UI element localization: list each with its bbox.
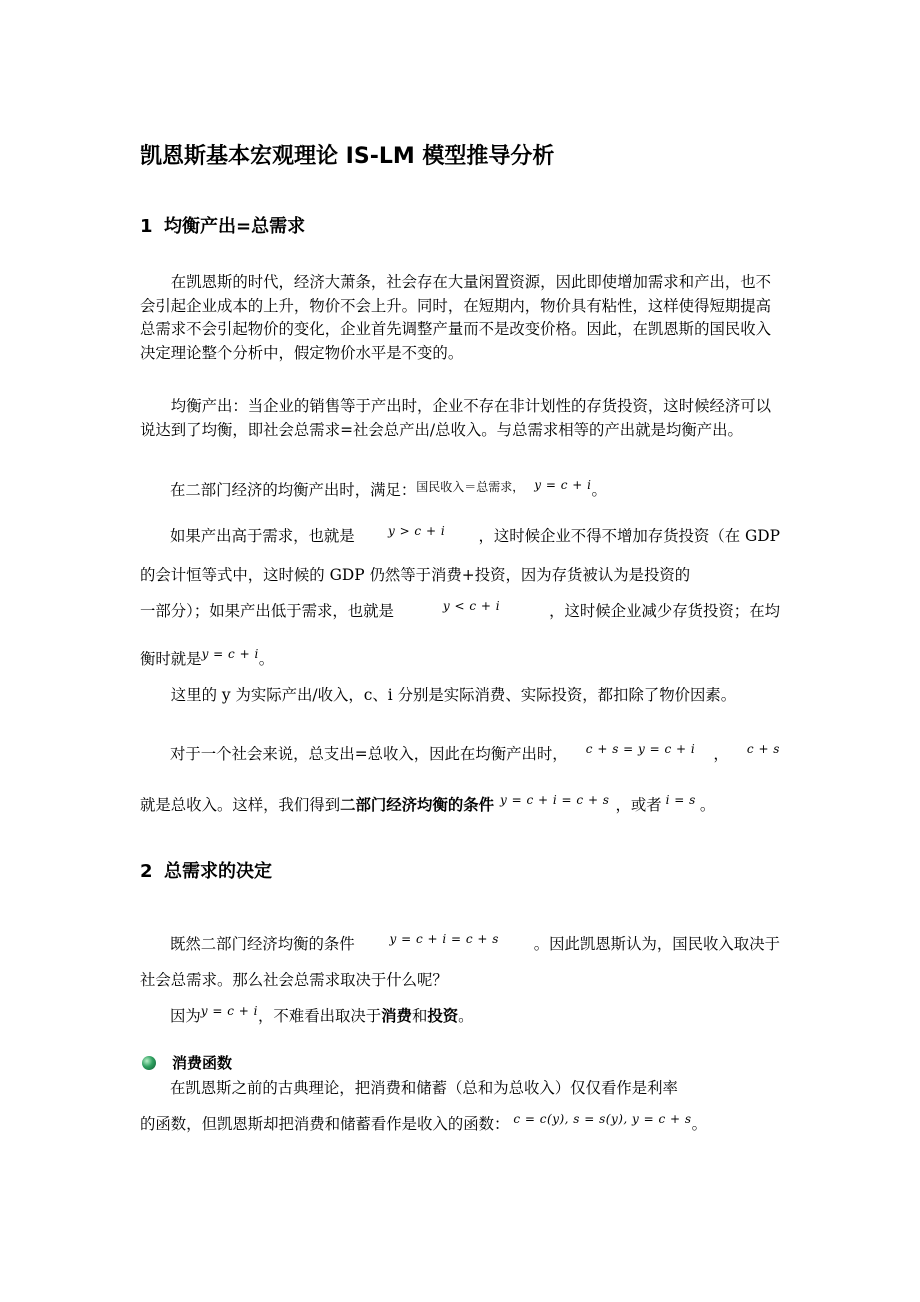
green-sphere-bullet-icon xyxy=(142,1056,156,1070)
paragraph-line: 如果产出高于需求，也就是 y > c + i ，这时候企业不得不增加存货投资（在 GDP xyxy=(170,524,780,545)
paragraph-line: 衡时就是 y = c + i 。 xyxy=(140,647,275,668)
paragraph-line: 在凯恩斯之前的古典理论，把消费和储蓄（总和为总收入）仅仅看作是利率 xyxy=(170,1079,678,1097)
formula: y = c + i xyxy=(201,647,259,661)
formula: c + s = y = c + i xyxy=(585,742,696,756)
bullet-label: 消费函数 xyxy=(172,1054,233,1072)
formula: y = c + i xyxy=(200,1004,259,1018)
paragraph-line: 既然二部门经济均衡的条件 y = c + i = c + s 。因此凯恩斯认为，国民收入取决于 xyxy=(170,932,780,953)
formula: y = c + i = c + s xyxy=(389,932,499,946)
paragraph-equilibrium-output: 均衡产出：当企业的销售等于产出时，企业不存在非计划性的存货投资，这时候经济可以说达到了均衡，即社会总需求=社会总产出/总收入。与总需求相等的产出就是均衡产出。 xyxy=(140,397,772,439)
formula: y = c + i = c + s xyxy=(500,793,610,807)
paragraph-line: 就是总收入。这样，我们得到 二部门经济均衡的条件 y = c + i = c + s ，或者 i = s 。 xyxy=(140,793,716,814)
paragraph-line: 因为 y = c + i ，不难看出取决于 消费 和 投资 。 xyxy=(170,1004,474,1025)
paragraph-variables: 这里的 y 为实际产出/收入，c、i 分别是实际消费、实际投资，都扣除了物价因素。 xyxy=(170,686,737,704)
bullet-heading-consumption xyxy=(140,1052,232,1073)
emphasis: 投资 xyxy=(427,1007,459,1025)
paragraph-line: 一部分）；如果产出低于需求，也就是 y < c + i ，这时候企业减少存货投资；在均 xyxy=(140,599,780,620)
formula: i = s xyxy=(665,793,696,807)
emphasis: 二部门经济均衡的条件 xyxy=(340,796,495,814)
formula: y < c + i xyxy=(442,599,501,613)
section-title: 均衡产出=总需求 xyxy=(164,216,306,237)
section-title: 总需求的决定 xyxy=(164,861,272,882)
formula: y > c + i xyxy=(387,524,446,538)
formula: c + s xyxy=(746,742,780,756)
paragraph-line: 对于一个社会来说，总支出=总收入，因此在均衡产出时， c + s = y = c + i ， c + s xyxy=(170,742,780,763)
section-1-heading xyxy=(140,214,305,240)
document-title: 凯恩斯基本宏观理论 IS-LM 模型推导分析 xyxy=(140,144,555,169)
emphasis: 消费 xyxy=(381,1007,412,1025)
section-2-heading xyxy=(140,859,272,885)
section-number: 2 xyxy=(140,861,153,882)
paragraph-line: 的会计恒等式中，这时候的 GDP 仍然等于消费+投资，因为存货被认为是投资的 xyxy=(140,566,691,584)
paragraph-two-sector-condition: 在二部门经济的均衡产出时，满足： 国民收入＝总需求， y = c + i 。 xyxy=(170,478,607,499)
paragraph-line: 社会总需求。那么社会总需求取决于什么呢？ xyxy=(140,971,448,989)
formula: c = c(y), s = s(y), y = c + s xyxy=(513,1112,692,1126)
section-number: 1 xyxy=(140,216,153,237)
formula: y = c + i xyxy=(534,478,592,492)
paragraph-keynes-era: 在凯恩斯的时代，经济大萧条，社会存在大量闲置资源，因此即使增加需求和产出，也不会引起企业成本的上升，物价不会上升。同时，在短期内，物价具有粘性，这样使得短期提高总需求不会引起物价的变化，企业首先调整产量而不是改变价格。因此，在凯恩斯的国民收入决定理论整个分析中，假定物价水平是不变的。 xyxy=(140,273,772,362)
paragraph-line: 的函数，但凯恩斯却把消费和储蓄看作是收入的函数： c = c(y), s = s(y), y = c + s 。 xyxy=(140,1112,707,1133)
